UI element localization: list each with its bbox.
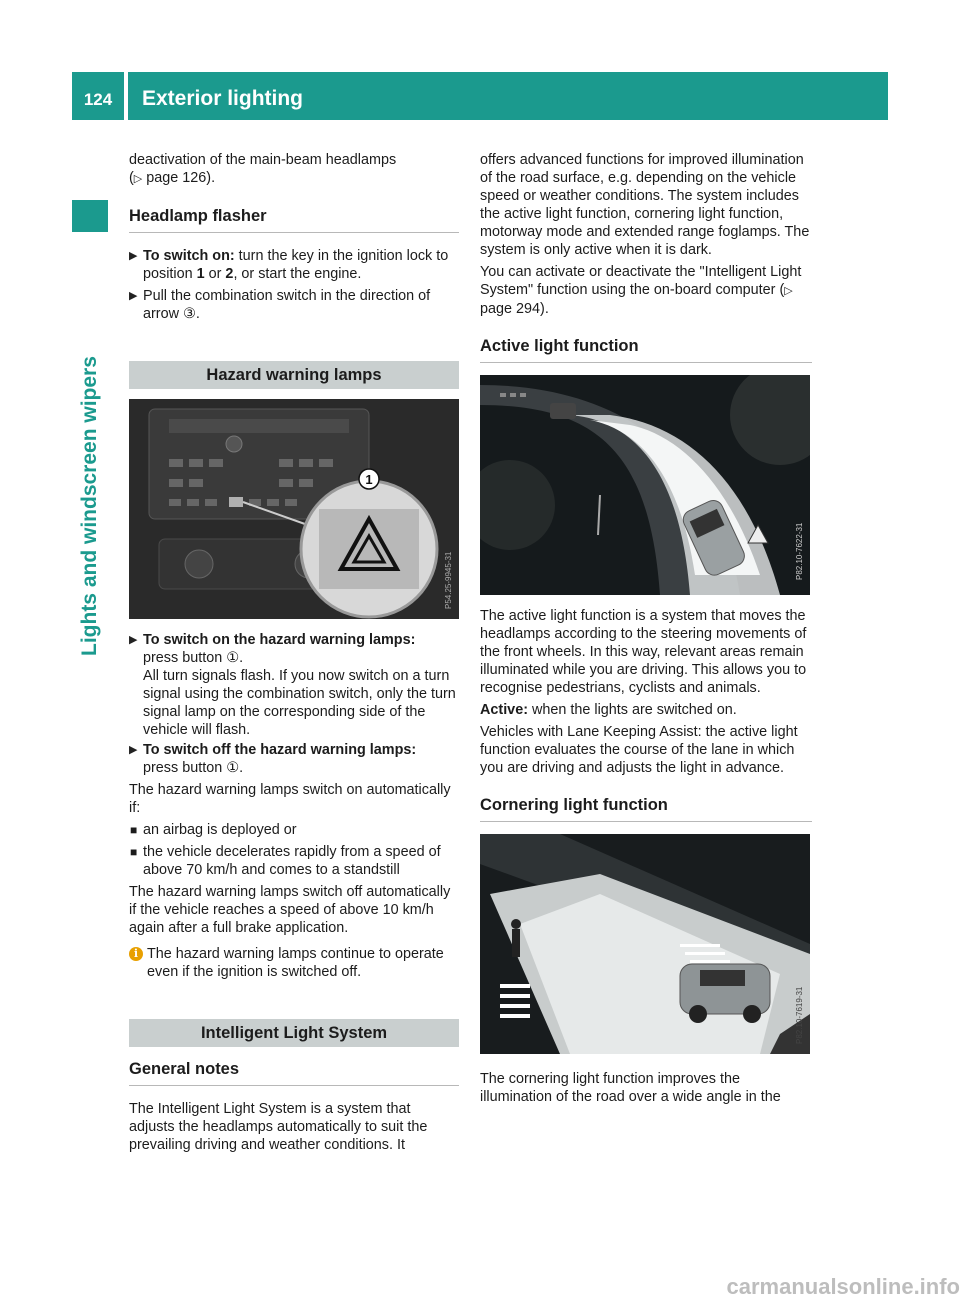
intro-text: deactivation of the main-beam headlamps (▷ page 126). xyxy=(129,152,397,186)
page-number: 124 xyxy=(72,72,124,120)
cornering-heading: Cornering light function xyxy=(480,795,812,822)
side-tab-marker xyxy=(72,200,108,232)
auto-bullet-2: ■ the vehicle decelerates rapidly from a speed of above 70 km/h and comes to a standstill xyxy=(130,844,441,878)
auto-bullet-1: ■ an airbag is deployed or xyxy=(130,822,297,838)
flasher-step-2: ▶ Pull the combination switch in the direction of arrow ③. xyxy=(129,288,431,322)
side-tab-label: Lights and windscreen wipers xyxy=(78,356,101,656)
hazard-heading: Hazard warning lamps xyxy=(129,361,459,389)
general-text: The Intelligent Light System is a system that adjusts the headlamps automatically to suit the prevailing driving and weather conditions. It xyxy=(129,1101,428,1153)
page-ref-icon: ▷ xyxy=(784,285,793,297)
active-image-code: P82.10-7622-31 xyxy=(795,522,804,580)
auto-off-text: The hazard warning lamps switch off automatically if the vehicle reaches a speed of above 10 km/h again after a full brake application. xyxy=(129,884,451,936)
hazard-callout: 1 xyxy=(365,472,373,487)
left-column xyxy=(129,151,459,1154)
side-tab xyxy=(72,236,108,656)
watermark: carmanualsonline.info xyxy=(726,1274,960,1299)
hazard-image-code: P54.25-9945-31 xyxy=(444,551,453,609)
flasher-heading: Headlamp flasher xyxy=(129,206,459,233)
active-text: The active light function is a system that moves the headlamps according to the steering movements of the front wheels. In this way, relevant areas remain illuminated while you are driving. This allows you to recognise pedestrians, cyclists and animals. xyxy=(480,608,807,696)
page-ref-icon: ▷ xyxy=(133,173,143,185)
right-column xyxy=(480,151,812,1106)
hazard-on-step: ▶ To switch on the hazard warning lamps: press button ①. All turn signals flash. If you now switch on a turn signal using the combination switch, only the turn signal lamp on the corresponding side of the vehicle will flash. xyxy=(129,632,456,738)
general-heading: General notes xyxy=(129,1059,459,1086)
ils-para-1: offers advanced functions for improved illumination of the road surface, e.g. depending on the vehicle speed or weather conditions. The system includes the active light function, cornering light function, motorway mode and extended range foglamps. The system is only active when it is dark. xyxy=(480,152,810,258)
ils-para-2: You can activate or deactivate the "Intelligent Light System" function using the on-board computer (▷ page 294). xyxy=(480,264,802,317)
info-note: i The hazard warning lamps continue to operate even if the ignition is switched off. xyxy=(129,945,459,981)
section-title: Exterior lighting xyxy=(128,72,888,120)
cornering-image-code: P82.10-7619-31 xyxy=(795,986,804,1044)
cornering-text: The cornering light function improves the illumination of the road over a wide angle in the xyxy=(480,1071,781,1105)
ils-heading: Intelligent Light System xyxy=(129,1019,459,1047)
auto-on-intro: The hazard warning lamps switch on automatically if: xyxy=(129,782,451,816)
step-arrow-icon: ▶ xyxy=(129,634,138,646)
active-heading: Active light function xyxy=(480,336,812,363)
cornering-light-image xyxy=(480,834,810,1054)
active-on-text: Active: when the lights are switched on. xyxy=(480,702,737,718)
active-light-image xyxy=(480,375,810,595)
lane-text: Vehicles with Lane Keeping Assist: the active light function evaluates the course of the lane in which you are driving and adjusts the light in advance. xyxy=(480,724,798,776)
flasher-step-1: ▶ To switch on: turn the key in the ignition lock to position 1 or 2, or start the engine. xyxy=(129,248,449,282)
step-arrow-icon: ▶ xyxy=(129,744,138,756)
hazard-image xyxy=(129,399,459,619)
info-icon: i xyxy=(129,947,143,961)
hazard-off-step: ▶ To switch off the hazard warning lamps: press button ①. xyxy=(129,742,417,776)
step-arrow-icon: ▶ xyxy=(129,250,138,262)
step-arrow-icon: ▶ xyxy=(129,290,138,302)
